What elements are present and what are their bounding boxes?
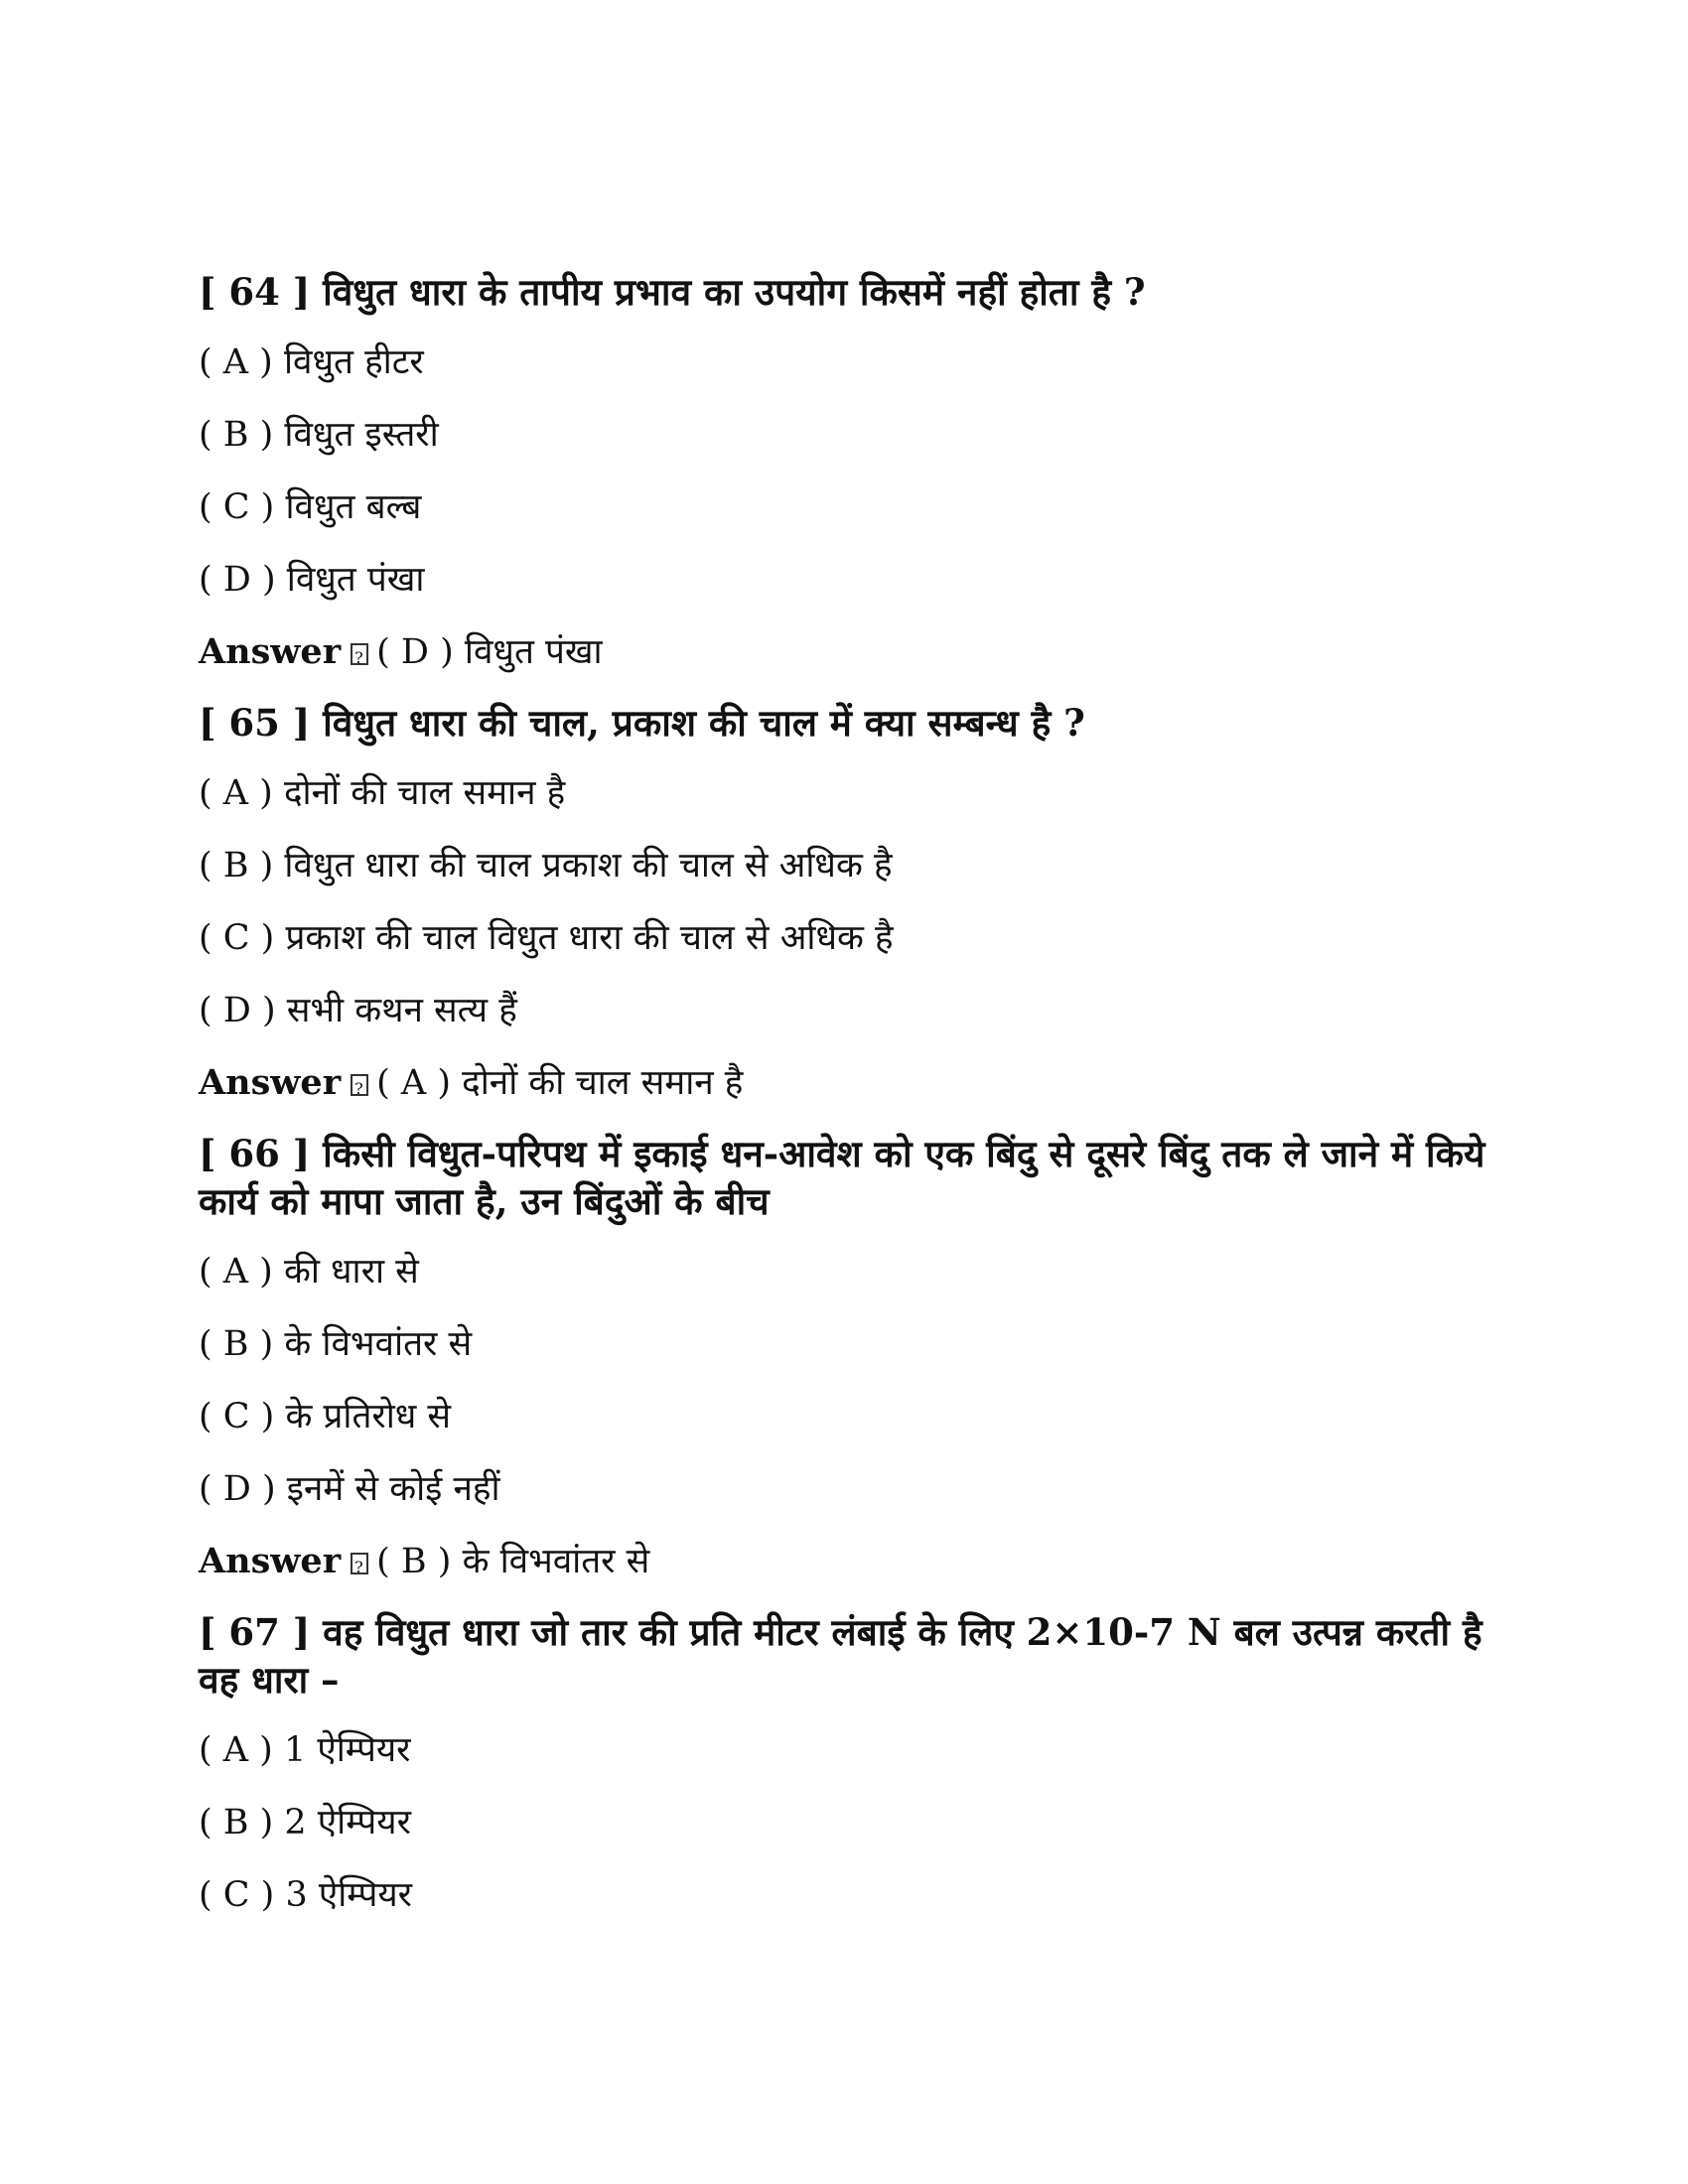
document-page <box>199 268 1489 1943</box>
option-64-c: ( C ) विधुत बल्ब <box>199 487 422 527</box>
answer-label: Answer <box>199 1062 342 1103</box>
option-65-d: ( D ) सभी कथन सत्य हैं <box>199 991 517 1030</box>
question-65: [ 65 ] विधुत धारा की चाल, प्रकाश की चाल में क्या सम्बन्ध है ? <box>199 701 1085 745</box>
option-67-b: ( B ) 2 ऐम्पियर <box>199 1803 411 1843</box>
option-66-c: ( C ) के प्रतिरोध से <box>199 1397 452 1436</box>
answer-label: Answer <box>199 631 342 672</box>
answer-label: Answer <box>199 1541 342 1581</box>
option-65-c: ( C ) प्रकाश की चाल विधुत धारा की चाल से अधिक है <box>199 918 894 958</box>
option-64-a: ( A ) विधुत हीटर <box>199 342 424 382</box>
option-65-a: ( A ) दोनों की चाल समान है <box>199 773 566 813</box>
question-66: [ 66 ] किसी विधुत-परिपथ में इकाई धन-आवेश को एक बिंदु से दूसरे बिंदु तक ले जाने में किये कार्य को मापा जाता है, उन बिंदुओं के बीच <box>199 1132 1485 1223</box>
option-67-c: ( C ) 3 ऐम्पियर <box>199 1875 412 1915</box>
option-64-b: ( B ) विधुत इस्तरी <box>199 415 439 455</box>
question-67: [ 67 ] वह विधुत धारा जो तार की प्रति मीटर लंबाई के लिए 2×10-7 N बल उत्पन्न करती है वह धारा – <box>199 1610 1482 1702</box>
option-67-a: ( A ) 1 ऐम्पियर <box>199 1730 411 1770</box>
answer-text: ( D ) विधुत पंखा <box>376 632 603 672</box>
option-65-b: ( B ) विधुत धारा की चाल प्रकाश की चाल से अधिक है <box>199 846 893 886</box>
option-66-a: ( A ) की धारा से <box>199 1252 419 1292</box>
answer-text: ( B ) के विभवांतर से <box>376 1542 650 1581</box>
question-64: [ 64 ] विधुत धारा के तापीय प्रभाव का उपयोग किसमें नहीं होता है ? <box>199 270 1146 314</box>
answer-66 <box>199 1537 1489 1586</box>
answer-text: ( A ) दोनों की चाल समान है <box>376 1063 744 1103</box>
answer-64 <box>199 627 1489 677</box>
option-66-d: ( D ) इनमें से कोई नहीं <box>199 1469 500 1509</box>
missing-glyph-icon <box>351 1074 368 1096</box>
option-66-b: ( B ) के विभवांतर से <box>199 1324 473 1364</box>
missing-glyph-icon <box>351 643 368 665</box>
answer-65 <box>199 1058 1489 1108</box>
missing-glyph-icon <box>351 1553 368 1574</box>
option-64-d: ( D ) विधुत पंखा <box>199 560 425 600</box>
